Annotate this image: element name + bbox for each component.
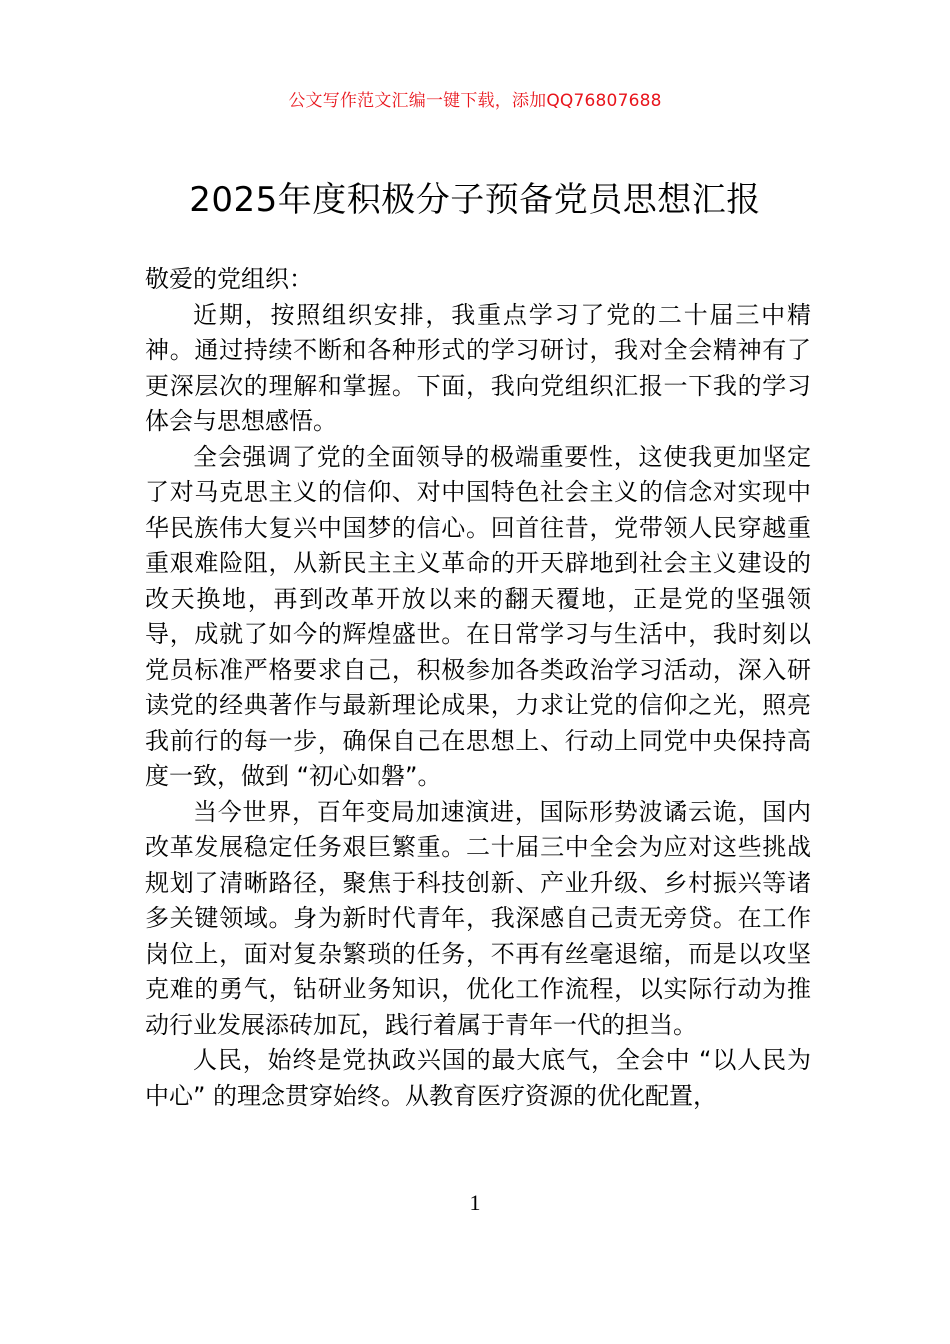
- paragraph-1: 近期，按照组织安排，我重点学习了党的二十届三中精神。通过持续不断和各种形式的学习研讨，我对全会精神有了更深层次的理解和掌握。下面，我向党组织汇报一下我的学习体会与思想感悟。: [145, 300, 811, 435]
- paragraph-4: 人民，始终是党执政兴国的最大底气，全会中 “以人民为中心” 的理念贯穿始终。从教育医疗资源的优化配置，: [145, 1046, 811, 1110]
- page-number: 1: [469, 1190, 481, 1215]
- salutation: 敬爱的党组织：: [145, 265, 313, 293]
- header-download-note: 公文写作范文汇编一键下载，添加QQ76807688: [288, 91, 662, 111]
- paragraph-3: 当今世界，百年变局加速演进，国际形势波谲云诡，国内改革发展稳定任务艰巨繁重。二十届三中全会为应对这些挑战规划了清晰路径，聚焦于科技创新、产业升级、乡村振兴等诸多关键领域。身为新时代青年，我深感自己责无旁贷。在工作岗位上，面对复杂繁琐的任务，不再有丝毫退缩，而是以攻坚克难的勇气，钻研业务知识，优化工作流程，以实际行动为推动行业发展添砖加瓦，践行着属于青年一代的担当。: [145, 797, 811, 1039]
- paragraph-2: 全会强调了党的全面领导的极端重要性，这使我更加坚定了对马克思主义的信仰、对中国特色社会主义的信念对实现中华民族伟大复兴中国梦的信心。回首往昔，党带领人民穿越重重艰难险阻，从新民主主义革命的开天辟地到社会主义建设的改天换地，再到改革开放以来的翻天覆地，正是党的坚强领导，成就了如今的辉煌盛世。在日常学习与生活中，我时刻以党员标准严格要求自己，积极参加各类政治学习活动，深入研读党的经典著作与最新理论成果，力求让党的信仰之光，照亮我前行的每一步，确保自己在思想上、行动上同党中央保持高度一致，做到 “初心如磐”。: [145, 442, 811, 790]
- document-body: [145, 262, 811, 1114]
- document-title: 2025年度积极分子预备党员思想汇报: [189, 180, 761, 220]
